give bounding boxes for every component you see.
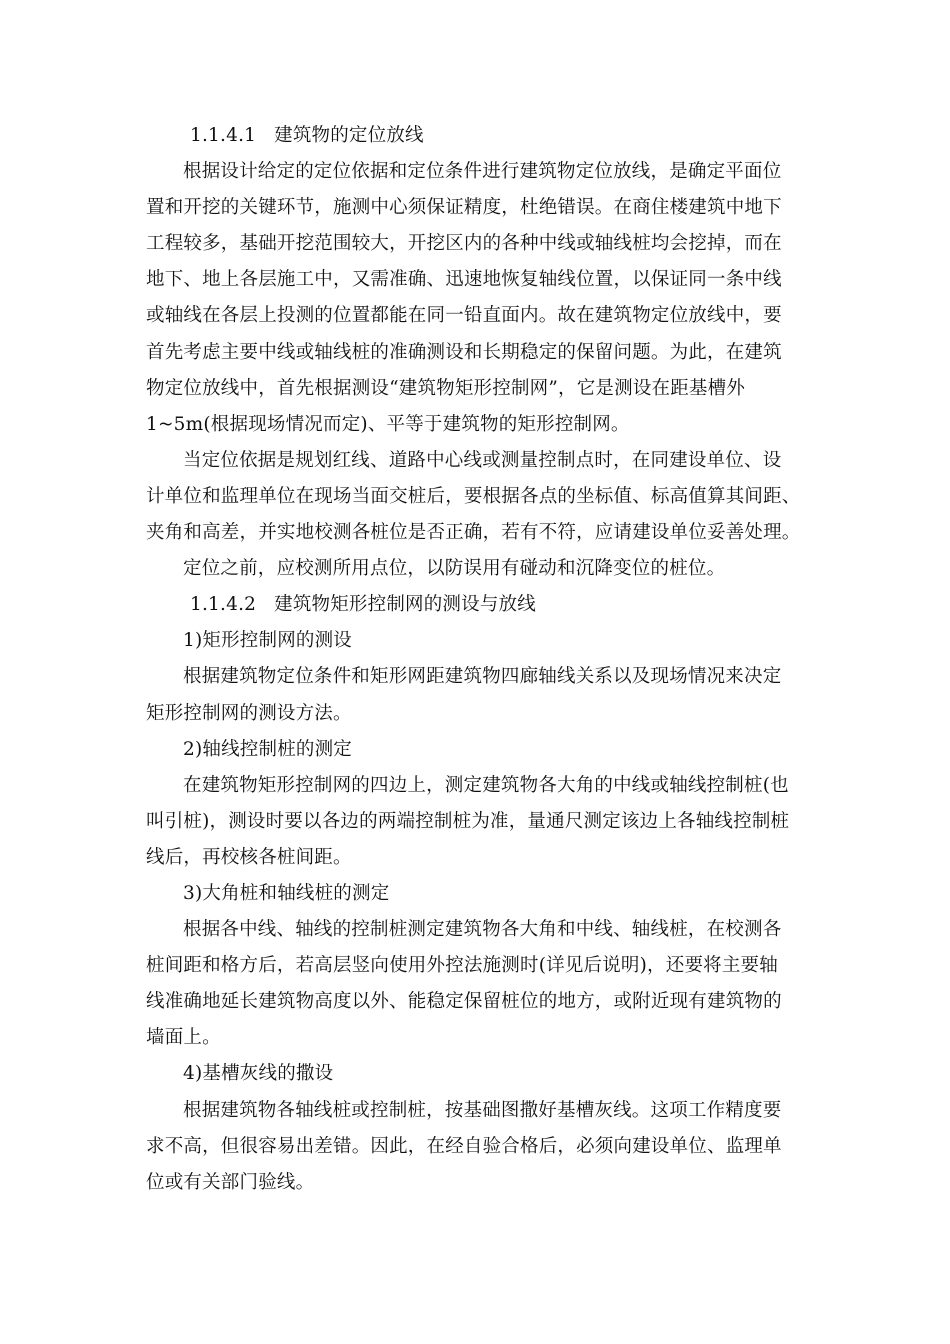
section-title: 建筑物的定位放线 xyxy=(274,125,424,146)
paragraph-line: 工程较多，基础开挖范围较大，开挖区内的各种中线或轴线桩均会挖掉，而在 xyxy=(146,233,782,255)
paragraph-line: 线后，再校核各桩间距。 xyxy=(146,846,352,868)
section-title: 建筑物矩形控制网的测设与放线 xyxy=(274,594,536,616)
paragraph-line: 桩间距和格方后，若高层竖向使用外控法施测时(详见后说明)，还要将主要轴 xyxy=(146,955,778,977)
paragraph-line: 首先考虑主要中线或轴线桩的准确测设和长期稳定的保留问题。为此，在建筑 xyxy=(146,341,782,363)
subsection-title: 3)大角桩和轴线桩的测定 xyxy=(183,882,390,904)
paragraph-line: 位或有关部门验线。 xyxy=(146,1171,315,1193)
paragraph-line: 墙面上。 xyxy=(146,1027,221,1049)
paragraph-line: 定位之前，应校测所用点位，以防误用有碰动和沉降变位的桩位。 xyxy=(183,558,726,580)
subsection-title: 4)基槽灰线的撒设 xyxy=(183,1063,334,1085)
paragraph-line: 物定位放线中，首先根据测设“建筑物矩形控制网”，它是测设在距基槽外 xyxy=(146,377,746,399)
paragraph-line: 根据建筑物定位条件和矩形网距建筑物四廊轴线关系以及现场情况来决定 xyxy=(183,666,782,688)
paragraph-line: 地下、地上各层施工中，又需准确、迅速地恢复轴线位置，以保证同一条中线 xyxy=(146,269,782,291)
paragraph-line: 叫引桩)，测设时要以各边的两端控制桩为准，量通尺测定该边上各轴线控制桩 xyxy=(146,810,790,832)
subsection-title: 1)矩形控制网的测设 xyxy=(183,630,352,652)
paragraph-line: 或轴线在各层上投测的位置都能在同一铅直面内。故在建筑物定位放线中，要 xyxy=(146,305,782,327)
paragraph-line: 1~5m(根据现场情况而定)、平等于建筑物的矩形控制网。 xyxy=(146,413,630,435)
paragraph-line: 矩形控制网的测设方法。 xyxy=(146,702,352,724)
section-heading-1142 xyxy=(146,587,814,623)
document-page xyxy=(146,118,814,1201)
section-number: 1.1.4.2 xyxy=(190,594,257,616)
paragraph-line: 根据各中线、轴线的控制桩测定建筑物各大角和中线、轴线桩，在校测各 xyxy=(183,919,782,941)
paragraph-line: 计单位和监理单位在现场当面交桩后，要根据各点的坐标值、标高值算其间距、 xyxy=(146,485,801,507)
section-heading-1141 xyxy=(146,118,814,154)
section-number: 1.1.4.1 xyxy=(190,125,257,146)
paragraph-line: 求不高，但很容易出差错。因此，在经自验合格后，必须向建设单位、监理单 xyxy=(146,1135,782,1157)
paragraph-line: 当定位依据是规划红线、道路中心线或测量控制点时，在同建设单位、设 xyxy=(183,449,782,471)
paragraph-line: 在建筑物矩形控制网的四边上，测定建筑物各大角的中线或轴线控制桩(也 xyxy=(183,774,789,796)
paragraph-line: 置和开挖的关键环节，施测中心须保证精度，杜绝错误。在商住楼建筑中地下 xyxy=(146,197,782,219)
paragraph-line: 线准确地延长建筑物高度以外、能稳定保留桩位的地方，或附近现有建筑物的 xyxy=(146,991,782,1013)
subsection-title: 2)轴线控制桩的测定 xyxy=(183,738,352,760)
paragraph-line: 夹角和高差，并实地校测各桩位是否正确，若有不符，应请建设单位妥善处理。 xyxy=(146,522,801,544)
paragraph-line: 根据设计给定的定位依据和定位条件进行建筑物定位放线，是确定平面位 xyxy=(183,161,782,183)
paragraph-line: 根据建筑物各轴线桩或控制桩，按基础图撒好基槽灰线。这项工作精度要 xyxy=(183,1099,782,1121)
